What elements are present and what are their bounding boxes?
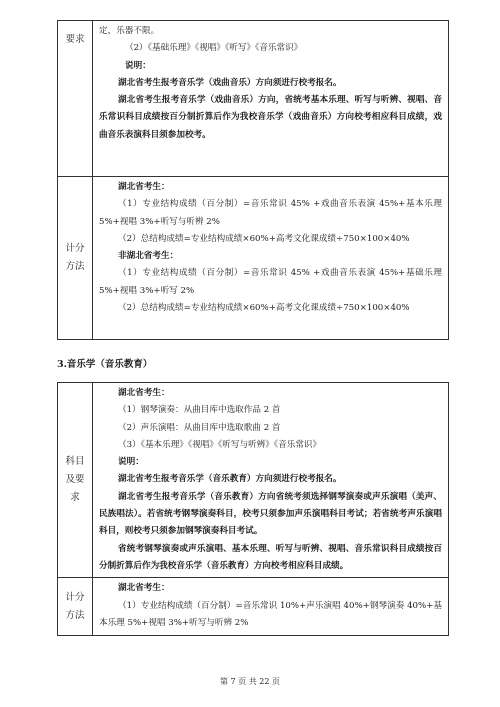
text-line: 定，乐器不限。 bbox=[99, 26, 160, 36]
text-paragraph: （1）专业结构成绩（百分制）=音乐常识 45% +戏曲音乐表演 45%+基础乐理 5%+视唱 3%+听写 2% bbox=[99, 268, 442, 296]
text-line: 湖北省考生： bbox=[118, 583, 170, 594]
text-line: 湖北省考生： bbox=[118, 182, 170, 192]
table-admission-requirements-music-education bbox=[57, 382, 449, 636]
section-heading: 3.音乐学（音乐教育） bbox=[57, 359, 153, 370]
text-line: 湖北省考生报考音乐学（音乐教育）方向须进行校考报名。 bbox=[118, 474, 342, 485]
text-paragraph: 湖北省考生报考音乐学（音乐教育）方向省统考须选择钢琴演奏或声乐演唱（美声、民族唱法）。若省统考钢琴演奏科目，校考只须参加声乐演唱科目考试；若省统考声乐演唱科目，则校考只须参加钢琴演奏科目考试。 bbox=[99, 491, 442, 537]
text-paragraph: 省统考钢琴演奏或声乐演唱、基本乐理、听写与听辨、视唱、音乐常识科目成绩按百分制折算后作为我校音乐学（音乐教育）方向校考相应科目成绩。 bbox=[99, 543, 442, 571]
table-admission-requirements-opera-music bbox=[57, 20, 449, 340]
row-label bbox=[58, 383, 93, 578]
text-line: （2）总结构成绩=专业结构成绩×60%+高考文化课成绩÷750×100×40% bbox=[118, 233, 410, 244]
table-row-scoring bbox=[58, 177, 449, 340]
text-line: （2）《基础乐理》《视唱》《听写》《音乐常识》 bbox=[125, 43, 303, 54]
note-label: 说明： bbox=[118, 457, 144, 468]
row-label-text: 计分方法 bbox=[65, 591, 85, 621]
text-line: 非湖北省考生： bbox=[118, 251, 179, 262]
row-content bbox=[93, 578, 449, 636]
text-line: 湖北省考生报考音乐学（戏曲音乐）方向须进行校考报名。 bbox=[118, 77, 342, 88]
row-label bbox=[58, 578, 93, 636]
row-label-text: 要求 bbox=[65, 34, 85, 45]
text-line: （1）钢琴演奏：从曲目库中选取作品 2 首 bbox=[118, 405, 281, 416]
row-label-text: 计分方法 bbox=[65, 243, 85, 272]
row-content bbox=[93, 177, 449, 340]
row-label bbox=[58, 21, 93, 177]
text-line: （3）《基本乐理》《视唱》《听写与听辨》《音乐常识》 bbox=[118, 439, 322, 450]
page-footer: 第 7 页 共 22 页 bbox=[220, 677, 280, 686]
row-content bbox=[93, 21, 449, 177]
note-label: 说明： bbox=[125, 60, 151, 71]
text-line: （2）声乐演唱：从曲目库中选取歌曲 2 首 bbox=[118, 422, 281, 433]
table-row-scoring bbox=[58, 578, 449, 636]
row-label bbox=[58, 177, 93, 340]
table-row-subjects bbox=[58, 383, 449, 578]
text-line: 湖北省考生： bbox=[118, 388, 170, 398]
table-row-requirements bbox=[58, 21, 449, 177]
text-line: （2）总结构成绩=专业结构成绩×60%+高考文化课成绩÷750×100×40% bbox=[118, 303, 410, 314]
row-content bbox=[93, 383, 449, 578]
text-paragraph: （1）专业结构成绩（百分制）=音乐常识 10%+声乐演唱 40%+钢琴演奏 40%+基本乐理 5%+视唱 3%+听写与听辨 2% bbox=[99, 600, 442, 628]
text-paragraph: 湖北省考生报考音乐学（戏曲音乐）方向，省统考基本乐理、听写与听辨、视唱、音乐常识科目成绩按百分制折算后作为我校音乐学（戏曲音乐）方向校考相应科目成绩，戏曲音乐表演科目须参加校考。 bbox=[99, 95, 442, 140]
text-paragraph: （1）专业结构成绩（百分制）=音乐常识 45% +戏曲音乐表演 45%+基本乐理 5%+视唱 3%+听写与听辨 2% bbox=[99, 199, 442, 227]
row-label-text: 科目及要求 bbox=[65, 456, 85, 504]
